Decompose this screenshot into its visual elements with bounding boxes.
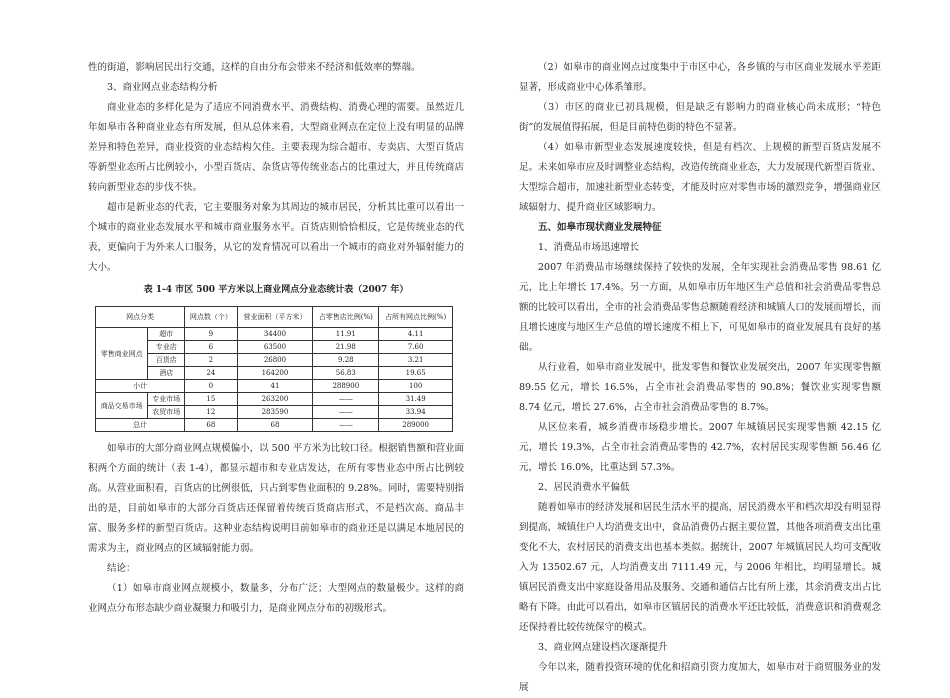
paragraph: 从行业看，如皋市商业发展中，批发零售和餐饮业发展突出，2007 年实现零售额 89.55 亿元，增长 16.5%，占全市社会消费品零售的 90.8%；餐饮业实现零售额 8.74 亿元，增长 27.6%，占全市社会消费品零售的 8.7%。 [519, 362, 881, 413]
table-cell: 0 [185, 380, 237, 393]
total-row [96, 419, 453, 432]
table-cell: 100 [379, 380, 453, 393]
section-heading: 2、居民消费水平偏低 [538, 482, 630, 493]
table-cell: 2 [185, 354, 237, 367]
table-cell: 68 [185, 419, 237, 432]
table-cell: 小计 [96, 380, 185, 393]
header-cell: 网点分类 [96, 307, 185, 328]
paragraph: 今年以来，随着投资环境的优化和招商引资力度加大，如皋市对于商贸服务业的发展 [519, 662, 881, 693]
table-row [96, 393, 453, 406]
table-cell: 9.28 [313, 354, 379, 367]
table-cell: 酒店 [148, 367, 185, 380]
conclusion-label: 结论： [107, 563, 136, 574]
table-row [96, 406, 453, 419]
table-cell: 63500 [237, 341, 313, 354]
table-cell: 19.65 [379, 367, 453, 380]
table-cell: 9 [185, 328, 237, 341]
table-cell: 农贸市场 [148, 406, 185, 419]
table-cell: 11.91 [313, 328, 379, 341]
table-cell: 专业市场 [148, 393, 185, 406]
paragraph: 2007 年消费品市场继续保持了较快的发展，全年实现社会消费品零售 98.61 亿元，比上年增长 17.4%。另一方面，从如皋市历年地区生产总值和社会消费品零售总额的比较可以看出，全市的社会消费品零售总额随着经济和城镇人口的发展而增长，而且增长速度与地区生产总值的增长速度不相上下，可见如皋市的商业发展具有良好的基础。 [519, 262, 881, 353]
paragraph: 随着如皋市的经济发展和居民生活水平的提高，居民消费水平和档次却没有明显得到提高，城镇住户人均消费支出中，食品消费仍占据主要位置，其他各项消费支出比重变化不大，农村居民的消费支出也基本类似。据统计，2007 年城镇居民人均可支配收入为 13502.67 元，人均消费支出 7111.49 元，与 2006 年相比，均明显增长。城镇居民消费支出中家庭设备用品及服务、交通和通信占比有所上涨，其余消费支出占比略有下降。由此可以看出，如皋市区镇居民的消费水平还比较低，消费意识和消费观念还保持着比较传统保守的模式。 [519, 502, 881, 633]
section-heading: 3、商业网点建设档次逐渐提升 [538, 642, 668, 653]
table-cell: 41 [237, 380, 313, 393]
statistics-table [95, 306, 453, 432]
paragraph: 商业业态的多样化是为了适应不同消费水平、消费结构、消费心理的需要。虽然近几年如皋市各种商业业态有所发展，但从总体来看，大型商业网点在定位上没有明显的品牌差异和特色差异，商业投资的业态结构欠佳。主要表现为综合超市、专卖店、大型百货店等新型业态所占比例较小，小型百货店、杂货店等传统业态占的比重过大，并且传统商店转向新型业态的步伐不快。 [88, 102, 464, 193]
left-column [88, 58, 464, 619]
table-cell: 288900 [313, 380, 379, 393]
table-cell: 超市 [148, 328, 185, 341]
table-header-row [96, 307, 453, 328]
table-cell: 总计 [96, 419, 185, 432]
paragraph: （2）如皋市的商业网点过度集中于市区中心，各乡镇的与市区商业发展水平差距显著，形成商业中心体系雏形。 [519, 62, 881, 93]
table-cell: 68 [237, 419, 313, 432]
right-column [519, 58, 881, 698]
group-cell: 零售商业网点 [96, 328, 148, 380]
table-row [96, 354, 453, 367]
table-cell: 263200 [237, 393, 313, 406]
table-cell: 164200 [237, 367, 313, 380]
table-caption: 表 1-4 市区 500 平方米以上商业网点分业态统计表（2007 年） [143, 285, 409, 295]
table-cell: 31.49 [379, 393, 453, 406]
paragraph: 超市是新业态的代表，它主要服务对象为其周边的城市居民，分析其比重可以看出一个城市的商业业态发展水平和城市商业服务水平。百货店则恰恰相反，它是传统业态的代表，更偏向于为外来人口服务，从它的发育情况可以看出一个城市的商业对外辐射能力的大小。 [88, 202, 464, 273]
paragraph: 性的街道，影响居民出行交通，这样的自由分布会带来不经济和低效率的弊端。 [88, 62, 421, 73]
paragraph: （3）市区的商业已初具规模，但是缺乏有影响力的商业核心尚未成形；“特色街”的发展值得拓展，但是目前特色街的特色不显著。 [519, 102, 881, 133]
table-cell: 3.21 [379, 354, 453, 367]
table-cell: —— [313, 406, 379, 419]
paragraph: （4）如皋市新型业态发展速度较快，但是有档次、上规模的新型百货店发展不足。未来如皋市应及时调整业态结构，改造传统商业业态，大力发展现代新型百货业、大型综合超市，加速社新型业态转变，才能及时应对零售市场的激烈竞争，增强商业区域辐射力、提升商业区域影响力。 [519, 142, 881, 213]
header-cell: 营业面积（平方米） [237, 307, 313, 328]
table-cell: —— [313, 393, 379, 406]
table-cell: 289000 [379, 419, 453, 432]
table-cell: —— [313, 419, 379, 432]
paragraph: 从区位来看，城乡消费市场稳步增长。2007 年城镇居民实现零售额 42.15 亿元，增长 19.3%，占全市社会消费品零售的 42.7%，农村居民实现零售额 56.46 亿元，增长 16.0%，比重达到 57.3%。 [519, 422, 881, 473]
table-cell: 百货店 [148, 354, 185, 367]
table-cell: 21.98 [313, 341, 379, 354]
subtotal-row [96, 380, 453, 393]
table-cell: 7.60 [379, 341, 453, 354]
paragraph: 如皋市的大部分商业网点规模偏小，以 500 平方米为比较口径。根据销售额和营业面积两个方面的统计（表 1-4），都显示超市和专业店发达，在所有零售业态中所占比例较高。从营业面积看，百货店的比例很低，只占到零售业面积的 9.28%。同时，需要特别指出的是，目前如皋市的大部分百货店还保留着传统百货商店形式，不是档次高、商品丰富、服务多样的新型百货店。这种业态结构说明目前如皋市的商业还是以满足本地居民的需求为主，商业网点的区域辐射能力弱。 [88, 443, 464, 554]
table-cell: 6 [185, 341, 237, 354]
table-cell: 33.94 [379, 406, 453, 419]
table-cell: 4.11 [379, 328, 453, 341]
table-cell: 24 [185, 367, 237, 380]
header-cell: 网点数（个） [185, 307, 237, 328]
table-cell: 26800 [237, 354, 313, 367]
header-cell: 占所有网点比例(%) [379, 307, 453, 328]
table-row [96, 367, 453, 380]
table-cell: 12 [185, 406, 237, 419]
table-cell: 15 [185, 393, 237, 406]
table-row [96, 328, 453, 341]
chapter-heading: 五、如皋市现状商业发展特征 [538, 222, 662, 233]
table-cell: 283590 [237, 406, 313, 419]
section-heading: 3、商业网点业态结构分析 [107, 82, 218, 93]
table-row [96, 341, 453, 354]
header-cell: 占零售店比例(%) [313, 307, 379, 328]
table-cell: 专业店 [148, 341, 185, 354]
table-cell: 56.83 [313, 367, 379, 380]
group-cell: 商品交易市场 [96, 393, 148, 419]
section-heading: 1、消费品市场迅速增长 [538, 242, 640, 253]
paragraph: （1）如皋市商业网点规模小，数量多，分布广泛；大型网点的数量极少。这样的商业网点分布形态缺少商业凝聚力和吸引力，是商业网点分布的初级形式。 [88, 583, 464, 614]
table-cell: 34400 [237, 328, 313, 341]
